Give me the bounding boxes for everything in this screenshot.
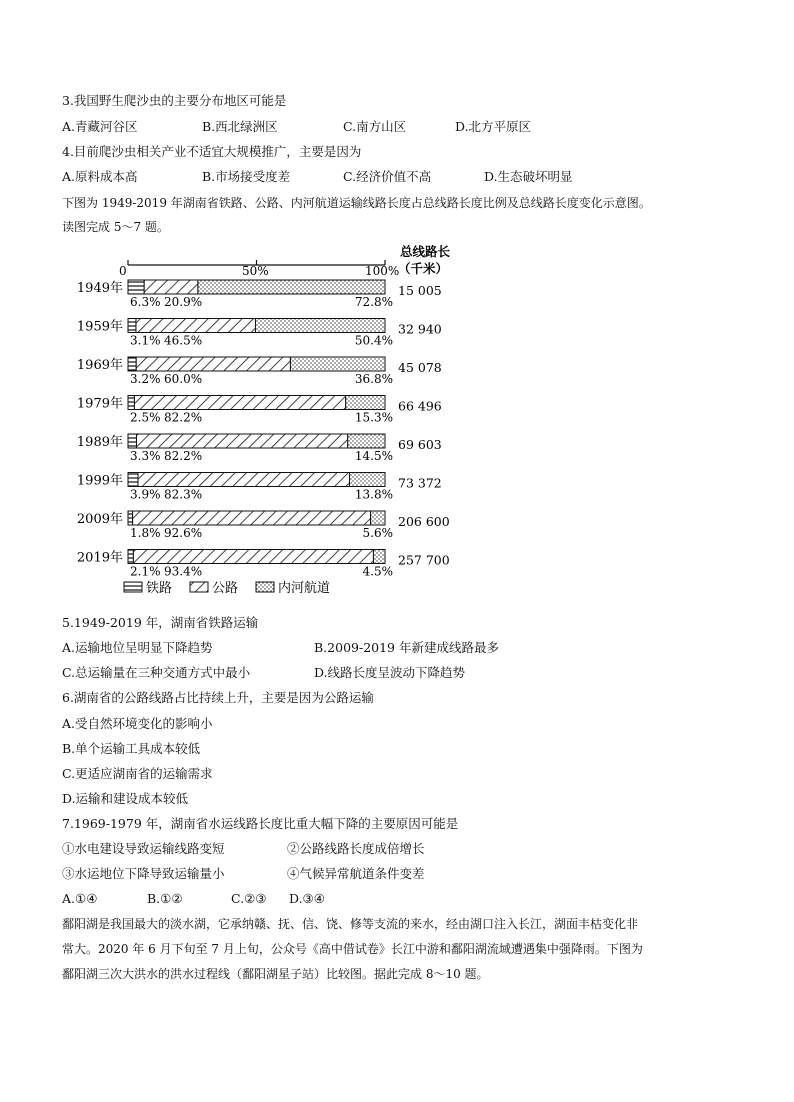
bar-road	[144, 280, 198, 294]
transport-length-chart	[60, 240, 480, 602]
bar-road	[134, 396, 345, 410]
bar-rail	[128, 396, 134, 410]
category-label: 2019年	[76, 550, 123, 566]
data-label-road: 93.4%	[164, 564, 203, 579]
q4-option-d: D.生态破坏明显	[484, 169, 573, 184]
data-label-rail: 2.1%	[130, 564, 161, 579]
q7-item-2: ②公路线路长度成倍增长	[287, 841, 425, 856]
bar-rail	[128, 550, 133, 564]
intro-8-10-line1: 鄱阳湖是我国最大的淡水湖，它承纳赣、抚、信、饶、修等支流的来水，经由湖口注入长江，湖面丰枯变化非	[62, 917, 639, 931]
q7-option-c: C.②③	[231, 891, 267, 906]
q7-option-b: B.①②	[147, 891, 183, 906]
q4-stem: 4.目前爬沙虫相关产业不适宜大规模推广，主要是因为	[62, 144, 362, 159]
data-label-river: 15.3%	[354, 410, 393, 425]
data-label-rail: 1.8%	[130, 526, 161, 540]
q6-option-c: C.更适应湖南省的运输需求	[62, 766, 213, 781]
bar-river	[255, 319, 385, 333]
total-length-label: 32 940	[398, 321, 442, 337]
data-label-river: 50.4%	[354, 333, 393, 348]
category-label: 1999年	[76, 473, 123, 489]
bar-river	[290, 357, 385, 371]
q5-option-c: C.总运输量在三种交通方式中最小	[62, 665, 251, 680]
q4-option-c: C.经济价值不高	[343, 169, 432, 184]
intro-8-10-line3: 鄱阳湖三次大洪水的洪水过程线（鄱阳湖星子站）比较图。据此完成 8～10 题。	[62, 967, 489, 981]
q5-option-a: A.运输地位呈明显下降趋势	[62, 640, 213, 655]
data-label-river: 14.5%	[354, 449, 393, 463]
bar-rail	[128, 319, 136, 333]
tick-0: 0	[119, 264, 127, 278]
data-label-road: 20.9%	[164, 295, 203, 309]
q6-stem: 6.湖南省的公路线路占比持续上升，主要是因为公路运输	[62, 690, 374, 705]
data-label-river: 13.8%	[354, 487, 393, 502]
intro-8-10-line2: 常大。2020 年 6 月下旬至 7 月上旬，公众号《高中借试卷》长江中游和鄱阳湖流域遭遇集中强降雨。下图为	[62, 942, 643, 956]
tick-50: 50%	[242, 264, 269, 278]
bar-rail	[128, 280, 144, 294]
bar-river	[198, 280, 385, 294]
total-length-label: 69 603	[398, 437, 442, 452]
q6-option-a: A.受自然环境变化的影响小	[62, 716, 213, 731]
total-length-label: 257 700	[398, 552, 450, 568]
data-label-road: 82.2%	[164, 449, 203, 463]
data-label-road: 82.2%	[164, 410, 203, 425]
bar-road	[133, 511, 371, 525]
q7-stem: 7.1969-1979 年，湖南省水运线路长度比重大幅下降的主要原因可能是	[62, 816, 459, 831]
total-length-label: 15 005	[398, 283, 442, 298]
q5-option-d: D.线路长度呈波动下降趋势	[314, 665, 466, 680]
q4-option-a: A.原料成本高	[62, 169, 138, 184]
intro-5-7-line1: 下图为 1949-2019 年湖南省铁路、公路、内河航道运输线路长度占总线路长度比例及总线路长度变化示意图。	[62, 196, 651, 210]
legend-swatch-river	[256, 582, 274, 592]
legend-label-river: 内河航道	[278, 581, 331, 596]
data-label-rail: 6.3%	[130, 295, 161, 309]
data-label-river: 36.8%	[354, 372, 393, 386]
data-label-rail: 3.3%	[130, 449, 161, 463]
intro-5-7-line2: 读图完成 5～7 题。	[62, 220, 169, 234]
q7-option-d: D.③④	[289, 891, 325, 906]
legend	[124, 580, 330, 596]
total-length-label: 45 078	[398, 360, 442, 375]
category-label: 1969年	[76, 358, 123, 373]
q5-option-b: B.2009-2019 年新建成线路最多	[314, 640, 499, 655]
total-length-label: 66 496	[398, 398, 442, 414]
q3-option-b: B.西北绿洲区	[202, 119, 278, 134]
data-label-rail: 3.9%	[130, 487, 161, 502]
bar-river	[373, 550, 385, 564]
q3-option-c: C.南方山区	[343, 119, 407, 134]
total-length-label: 73 372	[398, 475, 442, 491]
category-label: 1959年	[76, 319, 123, 335]
data-label-road: 82.3%	[164, 487, 203, 502]
total-header-line1: 总线路长	[400, 244, 451, 259]
bar-road	[136, 357, 290, 371]
q3-option-d: D.北方平原区	[455, 119, 532, 134]
bar-rail	[128, 511, 133, 525]
bar-river	[371, 511, 385, 525]
legend-swatch-rail	[124, 582, 142, 592]
legend-swatch-road	[190, 582, 208, 592]
bar-group	[77, 280, 450, 579]
bar-road	[133, 550, 373, 564]
q6-option-d: D.运输和建设成本较低	[62, 791, 189, 806]
total-header-line2: （千米）	[398, 261, 449, 276]
bar-river	[346, 396, 385, 410]
legend-label-road: 公路	[212, 581, 239, 596]
q7-item-4: ④气候异常航道条件变差	[287, 866, 425, 881]
bar-rail	[128, 473, 138, 487]
data-label-road: 92.6%	[164, 526, 203, 540]
data-label-river: 5.6%	[362, 526, 393, 540]
q4-option-b: B.市场接受度差	[202, 169, 291, 184]
bar-river	[348, 434, 385, 448]
bar-road	[136, 319, 256, 333]
data-label-rail: 3.2%	[130, 372, 161, 386]
category-label: 2009年	[76, 512, 123, 527]
data-label-river: 4.5%	[362, 564, 393, 579]
bar-road	[136, 434, 347, 448]
category-label: 1979年	[76, 396, 123, 412]
category-label: 1949年	[76, 281, 123, 296]
data-label-road: 46.5%	[164, 333, 203, 348]
category-label: 1989年	[76, 435, 123, 450]
total-length-label: 206 600	[398, 514, 450, 529]
q3-stem: 3.我国野生爬沙虫的主要分布地区可能是	[62, 93, 287, 108]
q7-item-1: ①水电建设导致运输线路变短	[62, 841, 225, 856]
q5-stem: 5.1949-2019 年，湖南省铁路运输	[62, 615, 259, 630]
data-label-road: 60.0%	[164, 372, 203, 386]
q6-option-b: B.单个运输工具成本较低	[62, 741, 201, 756]
data-label-river: 72.8%	[354, 295, 393, 309]
bar-river	[350, 473, 385, 487]
q3-option-a: A.青藏河谷区	[62, 119, 138, 134]
q7-item-3: ③水运地位下降导致运输量小	[62, 866, 225, 881]
tick-100: 100%	[365, 264, 400, 278]
bar-road	[138, 473, 350, 487]
data-label-rail: 3.1%	[130, 333, 161, 348]
x-axis	[119, 260, 399, 278]
bar-rail	[128, 357, 136, 371]
bar-rail	[128, 434, 136, 448]
legend-label-rail: 铁路	[146, 581, 173, 596]
q7-option-a: A.①④	[62, 891, 98, 906]
data-label-rail: 2.5%	[130, 410, 161, 425]
